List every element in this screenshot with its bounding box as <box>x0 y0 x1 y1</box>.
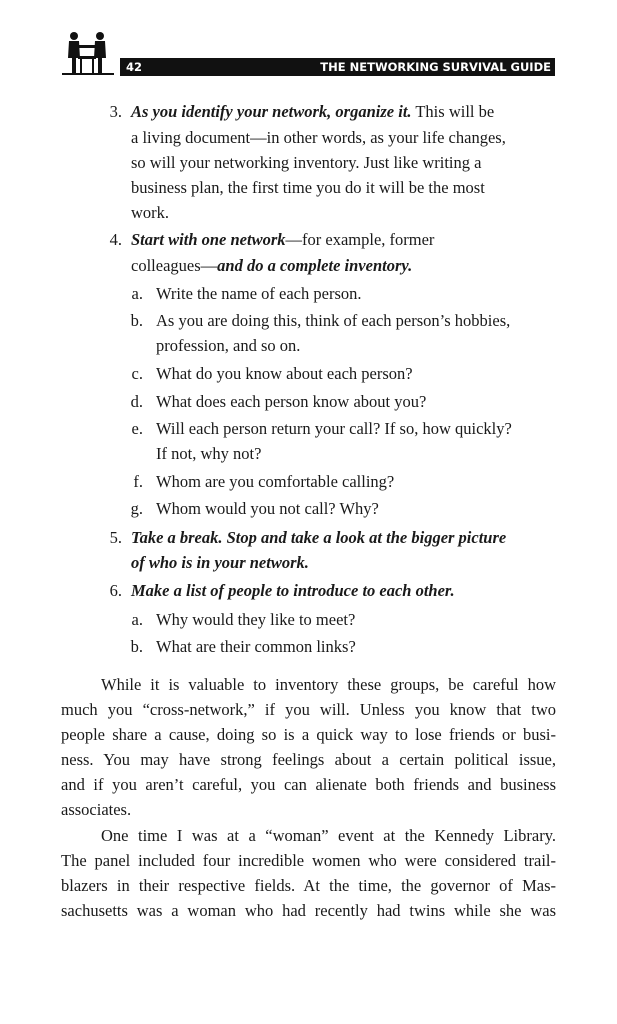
sub-item-line: If not, why not? <box>156 444 262 463</box>
sub-item-line: What do you know about each person? <box>156 364 413 383</box>
sub-item-line: Write the name of each person. <box>156 284 362 303</box>
paragraph-line: While it is valuable to inventory these groups, be careful how <box>101 675 556 694</box>
sub-item-line: profession, and so on. <box>156 336 301 355</box>
paragraph-line: blazers in their respective fields. At the time, the governor of Mas- <box>61 876 556 895</box>
sub-item-line: What are their common links? <box>156 637 356 656</box>
sub-item-line: Whom would you not call? Why? <box>156 499 379 518</box>
paragraph-line: associates. <box>61 800 132 819</box>
paragraph-line: ness. You may have strong feelings about a certain political issue, <box>61 750 556 769</box>
sub-letter: f. <box>133 472 143 491</box>
list-number: 3. <box>109 102 122 121</box>
running-header <box>120 58 555 76</box>
paragraph-line: much you “cross-network,” if you will. Unless you know that two <box>61 700 556 719</box>
paragraph-line: sachusetts was a woman who had recently had twins while she was <box>61 901 556 920</box>
list-item-line: Start with one network—for example, former <box>131 230 435 249</box>
sub-letter: g. <box>130 499 143 518</box>
list-item-line: As you identify your network, organize it. This will be <box>131 102 495 121</box>
sub-letter: a. <box>131 610 143 629</box>
list-item-line: work. <box>131 203 170 222</box>
list-item-line: Take a break. Stop and take a look at the bigger picture <box>131 528 507 547</box>
paragraph-line: people share a cause, doing so is a quick way to lose friends or busi- <box>61 725 556 744</box>
paragraph-line: One time I was at a “woman” event at the Kennedy Library. <box>101 826 556 845</box>
paragraph-line: The panel included four incredible women who were considered trail- <box>61 851 556 870</box>
sub-letter: a. <box>131 284 143 303</box>
sub-letter: b. <box>130 311 143 330</box>
page-number: 42 <box>126 60 143 74</box>
sub-item-line: As you are doing this, think of each person’s hobbies, <box>156 311 511 330</box>
sub-item-line: Whom are you comfortable calling? <box>156 472 395 491</box>
list-item-line: so will your networking inventory. Just like writing a <box>131 153 482 172</box>
sub-item-line: Why would they like to meet? <box>156 610 356 629</box>
handshake-figures-icon <box>60 28 114 76</box>
book-title: THE NETWORKING SURVIVAL GUIDE <box>320 60 551 74</box>
list-number: 4. <box>109 230 122 249</box>
list-item-line: colleagues—and do a complete inventory. <box>131 256 413 275</box>
list-item-line: of who is in your network. <box>131 553 309 572</box>
sub-letter: d. <box>130 392 143 411</box>
sub-letter: c. <box>131 364 143 383</box>
sub-item-line: What does each person know about you? <box>156 392 427 411</box>
sub-letter: e. <box>131 419 143 438</box>
paragraph-line: and if you aren’t careful, you can alienate both friends and business <box>61 775 556 794</box>
list-number: 5. <box>109 528 122 547</box>
sub-letter: b. <box>130 637 143 656</box>
list-number: 6. <box>109 581 122 600</box>
list-item-line: business plan, the first time you do it will be the most <box>131 178 485 197</box>
list-item-line: Make a list of people to introduce to each other. <box>131 581 455 600</box>
sub-item-line: Will each person return your call? If so, how quickly? <box>156 419 512 438</box>
list-item-line: a living document—in other words, as your life changes, <box>131 128 506 147</box>
